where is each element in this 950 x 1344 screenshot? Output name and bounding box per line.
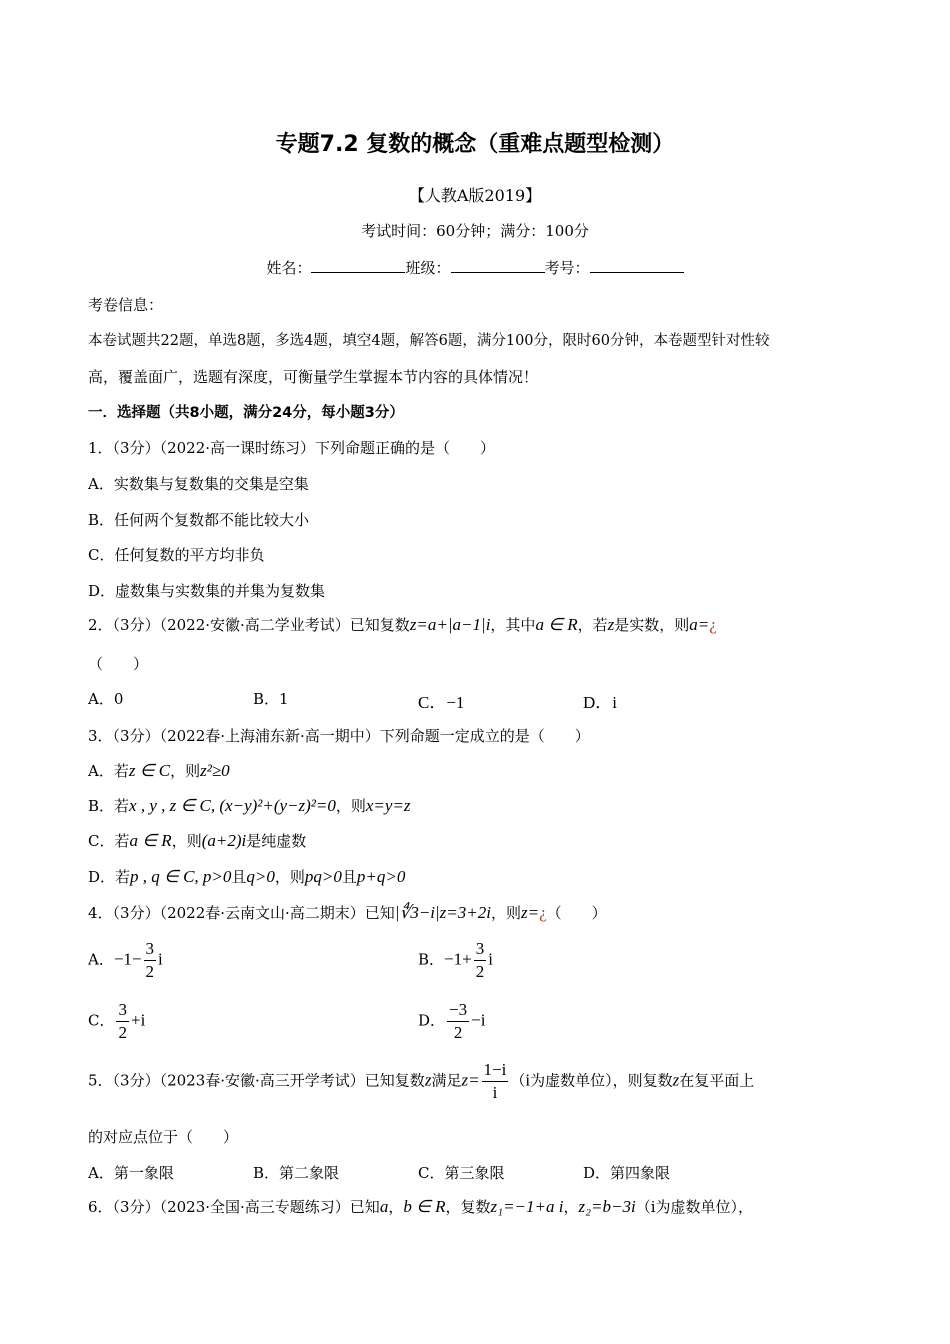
q5-num: 1−i xyxy=(482,1059,509,1082)
q6-text: ， xyxy=(563,1198,579,1216)
q2-var: z xyxy=(607,615,615,634)
q5-option-c: C．第三象限 xyxy=(418,1164,505,1182)
page-title: 专题7.2 复数的概念（重难点题型检测） xyxy=(275,132,675,157)
q4-a-den: 2 xyxy=(145,962,155,981)
number-label: 考号： xyxy=(544,259,590,277)
q5-var: z xyxy=(672,1070,680,1090)
q5-line-2: 的对应点位于（ ） xyxy=(88,1128,239,1146)
q4-a-num: 3 xyxy=(144,938,157,961)
q2-prefix: 2．（3分）（2022·安徽·高二学业考试）已知复数 xyxy=(88,616,410,634)
q4-c-den: 2 xyxy=(118,1023,127,1042)
q2-option-c: C．−1 xyxy=(418,693,465,712)
q6-text: ，复数 xyxy=(445,1198,491,1216)
q2-text: ，若 xyxy=(577,616,608,634)
q5-option-a: A．第一象限 xyxy=(88,1164,174,1182)
q2-text: 是实数，则 xyxy=(614,616,690,634)
q5-text: 在复平面上 xyxy=(679,1071,755,1090)
q3-d-text: D．若 xyxy=(88,868,131,886)
q2-option-b: B．1 xyxy=(253,690,289,708)
q5-i: i xyxy=(525,1070,531,1090)
q5-text: （ xyxy=(510,1071,526,1090)
info-line-2: 高，覆盖面广，选题有深度，可衡量学生掌握本节内容的具体情况！ xyxy=(88,368,539,386)
q2-ask: a= xyxy=(689,615,710,634)
q4-c-frac xyxy=(116,999,129,1044)
q4-b-pre: −1+ xyxy=(444,949,472,969)
info-line-1: 本卷试题共22题，单选8题，多选4题，填空4题，解答6题，满分100分，限时60分钟，本卷题型针对性较 xyxy=(88,333,770,349)
class-label: 班级： xyxy=(405,259,451,277)
exam-time: 考试时间：60分钟；满分：100分 xyxy=(361,222,589,240)
q3-d-text: ，则 xyxy=(274,868,305,886)
q3-d-text: 且 xyxy=(341,868,357,886)
q4-option-b xyxy=(418,938,493,983)
q5-prefix: 5．（3分）（2023春·安徽·高三开学考试）已知复数 xyxy=(88,1071,425,1090)
q5-stem xyxy=(88,1059,754,1104)
q6-math: z₂=b−3i xyxy=(578,1197,636,1216)
q6-text: ， xyxy=(388,1198,404,1216)
name-blank xyxy=(311,258,405,273)
q1-option-d: D．虚数集与实数集的并集为复数集 xyxy=(88,582,326,600)
q5-den: i xyxy=(492,1083,498,1102)
q5-option-d: D．第四象限 xyxy=(583,1164,671,1182)
q1-option-b: B．任何两个复数都不能比较大小 xyxy=(88,511,310,529)
q4-option-c xyxy=(88,999,145,1044)
q4-ask: z= xyxy=(520,903,540,922)
q2-text: ，其中 xyxy=(490,616,536,634)
q3-option-c xyxy=(88,830,306,851)
q4-c-num: 3 xyxy=(116,999,129,1022)
q4-expr: |∜3−i|z=3+2i xyxy=(394,903,491,922)
q4-b-frac xyxy=(474,938,487,983)
q4-d-frac xyxy=(447,999,469,1044)
q1-option-a: A．实数集与复数集的交集是空集 xyxy=(88,475,309,493)
q3-d-math: p+q>0 xyxy=(356,867,406,886)
q6-prefix: 6．（3分）（2023·全国·高三专题练习）已知 xyxy=(88,1198,380,1216)
q3-c-text: ，则 xyxy=(171,832,202,850)
q3-c-text: 是纯虚数 xyxy=(246,832,307,850)
q2-option-a: A．0 xyxy=(88,690,124,708)
q3-option-d xyxy=(88,866,405,887)
q3-b-math: x , y , z ∈ C, (x−y)²+(y−z)²=0 xyxy=(129,796,336,815)
q4-mark: ¿ xyxy=(539,903,547,922)
q3-d-math: pq>0 xyxy=(304,867,342,886)
q6-text: （i为虚数单位）， xyxy=(635,1198,753,1216)
q4-option-d xyxy=(418,999,485,1044)
q3-option-a xyxy=(88,760,230,781)
q2-stem xyxy=(88,614,717,635)
q4-stem xyxy=(88,902,607,923)
q1-stem: 1．（3分）（2022·高一课时练习）下列命题正确的是（ ） xyxy=(88,439,496,457)
class-blank xyxy=(451,258,545,273)
q5-text: 为虚数单位），则复数 xyxy=(530,1071,673,1090)
q4-a-label: A． xyxy=(88,950,114,969)
q6-math: b ∈ R xyxy=(403,1197,446,1216)
q4-d-den: 2 xyxy=(453,1023,463,1042)
q3-d-math: p , q ∈ C, p>0 xyxy=(130,867,232,886)
name-label: 姓名： xyxy=(266,259,312,277)
q4-paren: （ ） xyxy=(546,904,607,922)
q4-b-num: 3 xyxy=(474,938,487,961)
q4-a-pre: −1− xyxy=(113,949,142,969)
q3-c-math: (a+2)i xyxy=(201,831,247,850)
q5-zeq: z= xyxy=(461,1070,480,1090)
section-heading: 一．选择题（共8小题，满分24分，每小题3分） xyxy=(88,405,404,421)
q5-text: 满足 xyxy=(431,1071,462,1090)
q3-c-text: C．若 xyxy=(88,832,130,850)
q4-option-a xyxy=(88,938,163,983)
q3-option-b xyxy=(88,795,411,816)
q3-a-text: A．若 xyxy=(88,762,129,780)
q6-stem xyxy=(88,1196,753,1217)
q4-prefix: 4．（3分）（2022春·云南文山·高二期末）已知 xyxy=(88,904,395,922)
q4-d-post: −i xyxy=(471,1010,486,1030)
q1-option-c: C．任何复数的平方均非负 xyxy=(88,546,265,564)
q3-c-math: a ∈ R xyxy=(129,831,172,850)
q4-d-label: D． xyxy=(418,1011,446,1030)
info-heading: 考卷信息： xyxy=(88,296,164,314)
q3-b-text: ，则 xyxy=(335,797,366,815)
q4-c-post: +i xyxy=(130,1010,146,1030)
q5-frac xyxy=(482,1059,509,1104)
q2-option-d: D．i xyxy=(583,693,617,712)
q6-math: a xyxy=(379,1197,389,1216)
q3-b-text: B．若 xyxy=(88,797,130,815)
q3-d-text: 且 xyxy=(231,868,247,886)
q5-var: z xyxy=(424,1070,432,1090)
q2-cond: a ∈ R xyxy=(535,615,578,634)
q4-b-post: i xyxy=(488,949,493,969)
q2-expr: z=a+|a−1|i xyxy=(409,615,491,634)
q2-paren: （ ） xyxy=(88,655,149,673)
q5-option-b: B．第二象限 xyxy=(253,1164,340,1182)
q4-a-post: i xyxy=(158,949,163,969)
q3-a-text: ，则 xyxy=(170,762,201,780)
q4-b-label: B． xyxy=(418,950,445,969)
q3-a-math: z²≥0 xyxy=(200,761,230,780)
q3-d-math: q>0 xyxy=(246,867,275,886)
q4-d-num: −3 xyxy=(447,999,469,1022)
q3-stem: 3．（3分）（2022春·上海浦东新·高一期中）下列命题一定成立的是（ ） xyxy=(88,727,590,745)
q4-a-frac xyxy=(144,938,157,983)
q6-math: z₁=−1+a i xyxy=(490,1197,564,1216)
number-blank xyxy=(590,258,684,273)
student-info-row xyxy=(0,257,950,278)
q2-mark: ¿ xyxy=(709,615,717,634)
q3-a-math: z ∈ C xyxy=(128,761,171,780)
q3-b-math: x=y=z xyxy=(365,796,411,815)
q4-text: ，则 xyxy=(490,904,521,922)
q4-c-label: C． xyxy=(88,1011,115,1030)
q4-b-den: 2 xyxy=(475,962,485,981)
edition-label: 【人教A版2019】 xyxy=(408,186,542,205)
